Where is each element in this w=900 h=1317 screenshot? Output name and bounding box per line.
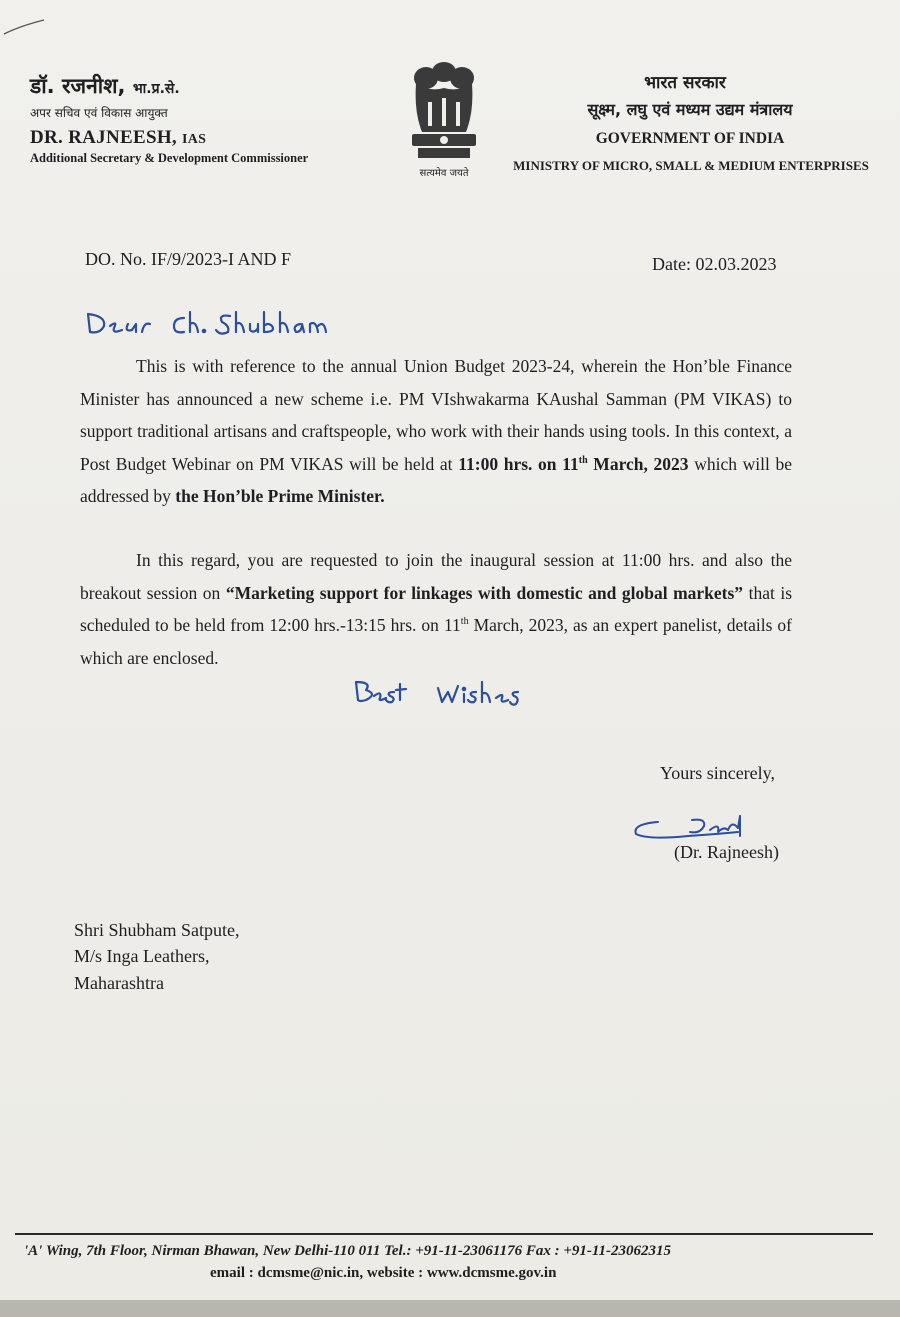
- hindi-service-suffix: भा.प्र.से.: [132, 81, 180, 97]
- emblem-motto: सत्यमेव जयते: [419, 168, 469, 179]
- addressee-state: Maharashtra: [74, 973, 164, 993]
- hindi-officer-name: डॉ. रजनीश, भा.प्र.से.: [30, 74, 180, 98]
- letter-date: Date: 02.03.2023: [652, 254, 777, 274]
- hindi-designation: अपर सचिव एवं विकास आयुक्त: [30, 106, 168, 120]
- handwritten-best-wishes: [352, 676, 532, 710]
- session-title: “Marketing support for linkages with domestic and global markets”: [225, 582, 744, 603]
- ministry-name-hindi: सूक्ष्म, लघु एवं मध्यम उद्यम मंत्रालय: [587, 100, 793, 119]
- footer-address: 'A' Wing, 7th Floor, Nirman Bhawan, New Delhi-110 011 Tel.: +91-11-23061176 Fax : +91-11-23062315: [24, 1243, 672, 1259]
- webinar-time: 11:00 hrs. on 11: [458, 453, 579, 474]
- footer-divider: [15, 1233, 873, 1235]
- english-designation: Additional Secretary & Development Commissioner: [30, 151, 309, 165]
- signer-name: (Dr. Rajneesh): [674, 842, 779, 862]
- footer-website: www.dcmsme.gov.in: [426, 1265, 557, 1281]
- addressee-company: M/s Inga Leathers,: [74, 946, 210, 966]
- closing-line: Yours sincerely,: [660, 763, 775, 783]
- ministry-name-english: MINISTRY OF MICRO, SMALL & MEDIUM ENTERPRISES: [513, 158, 869, 173]
- service-suffix: IAS: [182, 132, 207, 147]
- do-number: DO. No. IF/9/2023-I AND F: [85, 249, 292, 269]
- addressee-name: Shri Shubham Satpute,: [74, 920, 240, 940]
- body-paragraph-2: In this regard, you are requested to join the inaugural session at 11:00 hrs. and also the breakout session on “Marketing support for linkages with domestic and global markets” that is scheduled to be held from 12:00 hrs.-13:15 hrs. on 11th March, 2023, as an expert panelist, details of which are enclosed.: [80, 550, 793, 668]
- footer-contact: email : dcmsme@nic.in, website : www.dcmsme.gov.in: [210, 1265, 557, 1281]
- background-surface: [0, 1300, 900, 1317]
- footer-email: dcmsme@nic.in,: [257, 1265, 364, 1281]
- govt-name-hindi: भारत सरकार: [644, 73, 726, 93]
- body-paragraph-1: This is with reference to the annual Union Budget 2023-24, wherein the Hon’ble Finance Minister has announced a new scheme i.e. PM VIshwakarma KAushal Samman (PM VIKAS) to support traditional artisans and craftspeople, who work with their hands using tools. In this context, a Post Budget Webinar on PM VIKAS will be held at 11:00 hrs. on 11th March, 2023 which will be addressed by the Hon’ble Prime Minister.: [80, 356, 793, 506]
- handwritten-salutation: [84, 304, 384, 344]
- addressed-by: the Hon’ble Prime Minister.: [175, 486, 385, 506]
- pen-mark-scribble: [0, 10, 60, 40]
- english-officer-name: DR. RAJNEESH, IAS: [30, 127, 207, 148]
- govt-name-english: GOVERNMENT OF INDIA: [595, 130, 785, 147]
- webinar-date: March, 2023: [593, 453, 689, 474]
